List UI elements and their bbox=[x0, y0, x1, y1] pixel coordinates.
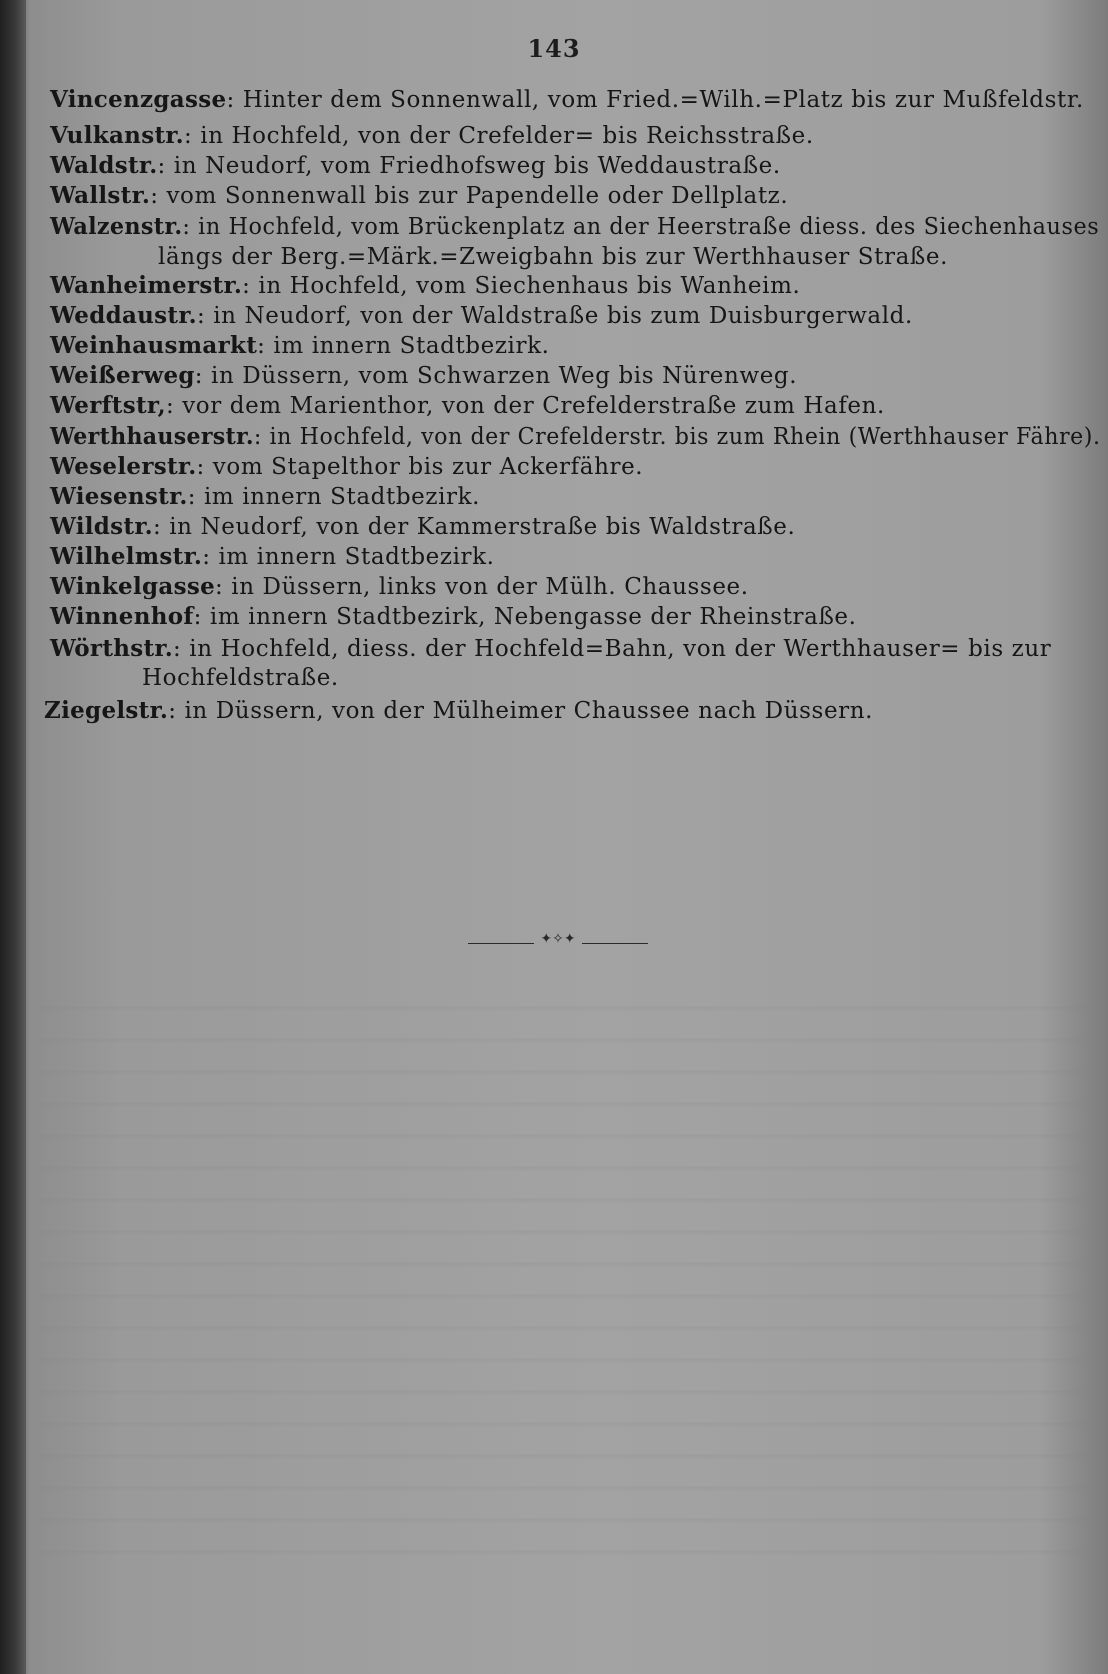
section-separator bbox=[468, 931, 648, 949]
street-name: Weinhausmarkt bbox=[50, 332, 258, 359]
street-name: Wallstr. bbox=[50, 182, 151, 209]
bleed-through-text-area bbox=[40, 980, 1090, 1580]
street-description: : in Neudorf, von der Kammerstraße bis Waldstraße. bbox=[152, 514, 796, 540]
street-description: : in Hochfeld, vom Siechenhaus bis Wanheim. bbox=[242, 273, 801, 299]
street-name: Winnenhof bbox=[50, 603, 194, 630]
street-description-continuation: Hochfeldstraße. bbox=[142, 665, 339, 691]
street-entry bbox=[50, 603, 857, 631]
street-name: Ziegelstr. bbox=[44, 697, 169, 724]
street-description: : vom Sonnenwall bis zur Papendelle oder Dellplatz. bbox=[150, 183, 789, 209]
street-description-continuation: längs der Berg.=Märk.=Zweigbahn bis zur Werthhauser Straße. bbox=[158, 244, 948, 270]
street-entry bbox=[50, 152, 781, 180]
street-name: Walzenstr. bbox=[50, 213, 183, 240]
street-description: : in Neudorf, von der Waldstraße bis zum Duisburgerwald. bbox=[196, 303, 913, 329]
street-entry bbox=[50, 543, 495, 571]
street-description: : in Neudorf, vom Friedhofsweg bis Weddaustraße. bbox=[157, 153, 781, 179]
street-entry bbox=[50, 423, 1101, 451]
street-entry bbox=[50, 86, 1084, 114]
street-description: : im innern Stadtbezirk. bbox=[187, 484, 481, 510]
street-name: Weißerweg bbox=[50, 362, 195, 389]
street-entry bbox=[50, 182, 788, 210]
street-name: Wiesenstr. bbox=[50, 483, 188, 510]
street-description: : in Hochfeld, diess. der Hochfeld=Bahn, von der Werthhauser= bis zur bbox=[173, 636, 1052, 662]
street-entry bbox=[50, 272, 800, 300]
street-entry bbox=[50, 483, 480, 511]
street-description: : in Hochfeld, von der Crefelder= bis Reichsstraße. bbox=[183, 123, 814, 149]
street-description: : in Hochfeld, vom Brückenplatz an der Heerstraße diess. des Siechenhauses bbox=[182, 214, 1100, 240]
street-name: Weselerstr. bbox=[50, 453, 197, 480]
street-description: : in Düssern, vom Schwarzen Weg bis Nürenweg. bbox=[194, 363, 798, 389]
street-entry bbox=[44, 697, 873, 725]
street-entry bbox=[50, 513, 795, 541]
separator-ornament: ✦✧✦ bbox=[540, 931, 576, 947]
street-entry bbox=[50, 573, 749, 601]
street-name: Weddaustr. bbox=[50, 302, 197, 329]
street-description: : im innern Stadtbezirk, Nebengasse der Rheinstraße. bbox=[193, 604, 857, 630]
street-entry bbox=[50, 635, 1051, 663]
street-entry bbox=[50, 122, 814, 150]
page-number: 143 bbox=[527, 34, 581, 63]
street-name: Vulkanstr. bbox=[50, 122, 184, 149]
street-name: Werthhauserstr. bbox=[50, 423, 254, 450]
street-description: : Hinter dem Sonnenwall, vom Fried.=Wilh.=Platz bis zur Mußfeldstr. bbox=[226, 87, 1084, 113]
street-entry bbox=[50, 453, 643, 481]
street-entry bbox=[50, 332, 550, 360]
book-spine-shadow bbox=[0, 0, 26, 1674]
street-description: : vor dem Marienthor, von der Crefelderstraße zum Hafen. bbox=[165, 393, 885, 419]
street-entry bbox=[50, 392, 885, 420]
street-description: : in Düssern, links von der Mülh. Chaussee. bbox=[215, 574, 749, 600]
street-description: : im innern Stadtbezirk. bbox=[257, 333, 550, 359]
street-name: Wörthstr. bbox=[50, 635, 174, 662]
street-description: : im innern Stadtbezirk. bbox=[202, 544, 495, 570]
street-description: : in Hochfeld, von der Crefelderstr. bis zum Rhein (Werthhauser Fähre). bbox=[253, 424, 1101, 450]
street-name: Vincenzgasse bbox=[50, 86, 227, 113]
street-name: Wildstr. bbox=[50, 513, 153, 540]
street-name: Wilhelmstr. bbox=[50, 543, 203, 570]
separator-rule-right bbox=[582, 943, 648, 944]
street-name: Werftstr, bbox=[50, 392, 166, 419]
street-entry bbox=[50, 362, 797, 390]
street-entry bbox=[50, 302, 913, 330]
street-description: : vom Stapelthor bis zur Ackerfähre. bbox=[196, 454, 644, 480]
separator-rule-left bbox=[468, 943, 534, 944]
street-name: Wanheimerstr. bbox=[50, 272, 243, 299]
street-name: Winkelgasse bbox=[50, 573, 216, 600]
street-description: : in Düssern, von der Mülheimer Chaussee nach Düssern. bbox=[168, 698, 874, 724]
street-name: Waldstr. bbox=[50, 152, 158, 179]
street-entry bbox=[50, 213, 1099, 241]
